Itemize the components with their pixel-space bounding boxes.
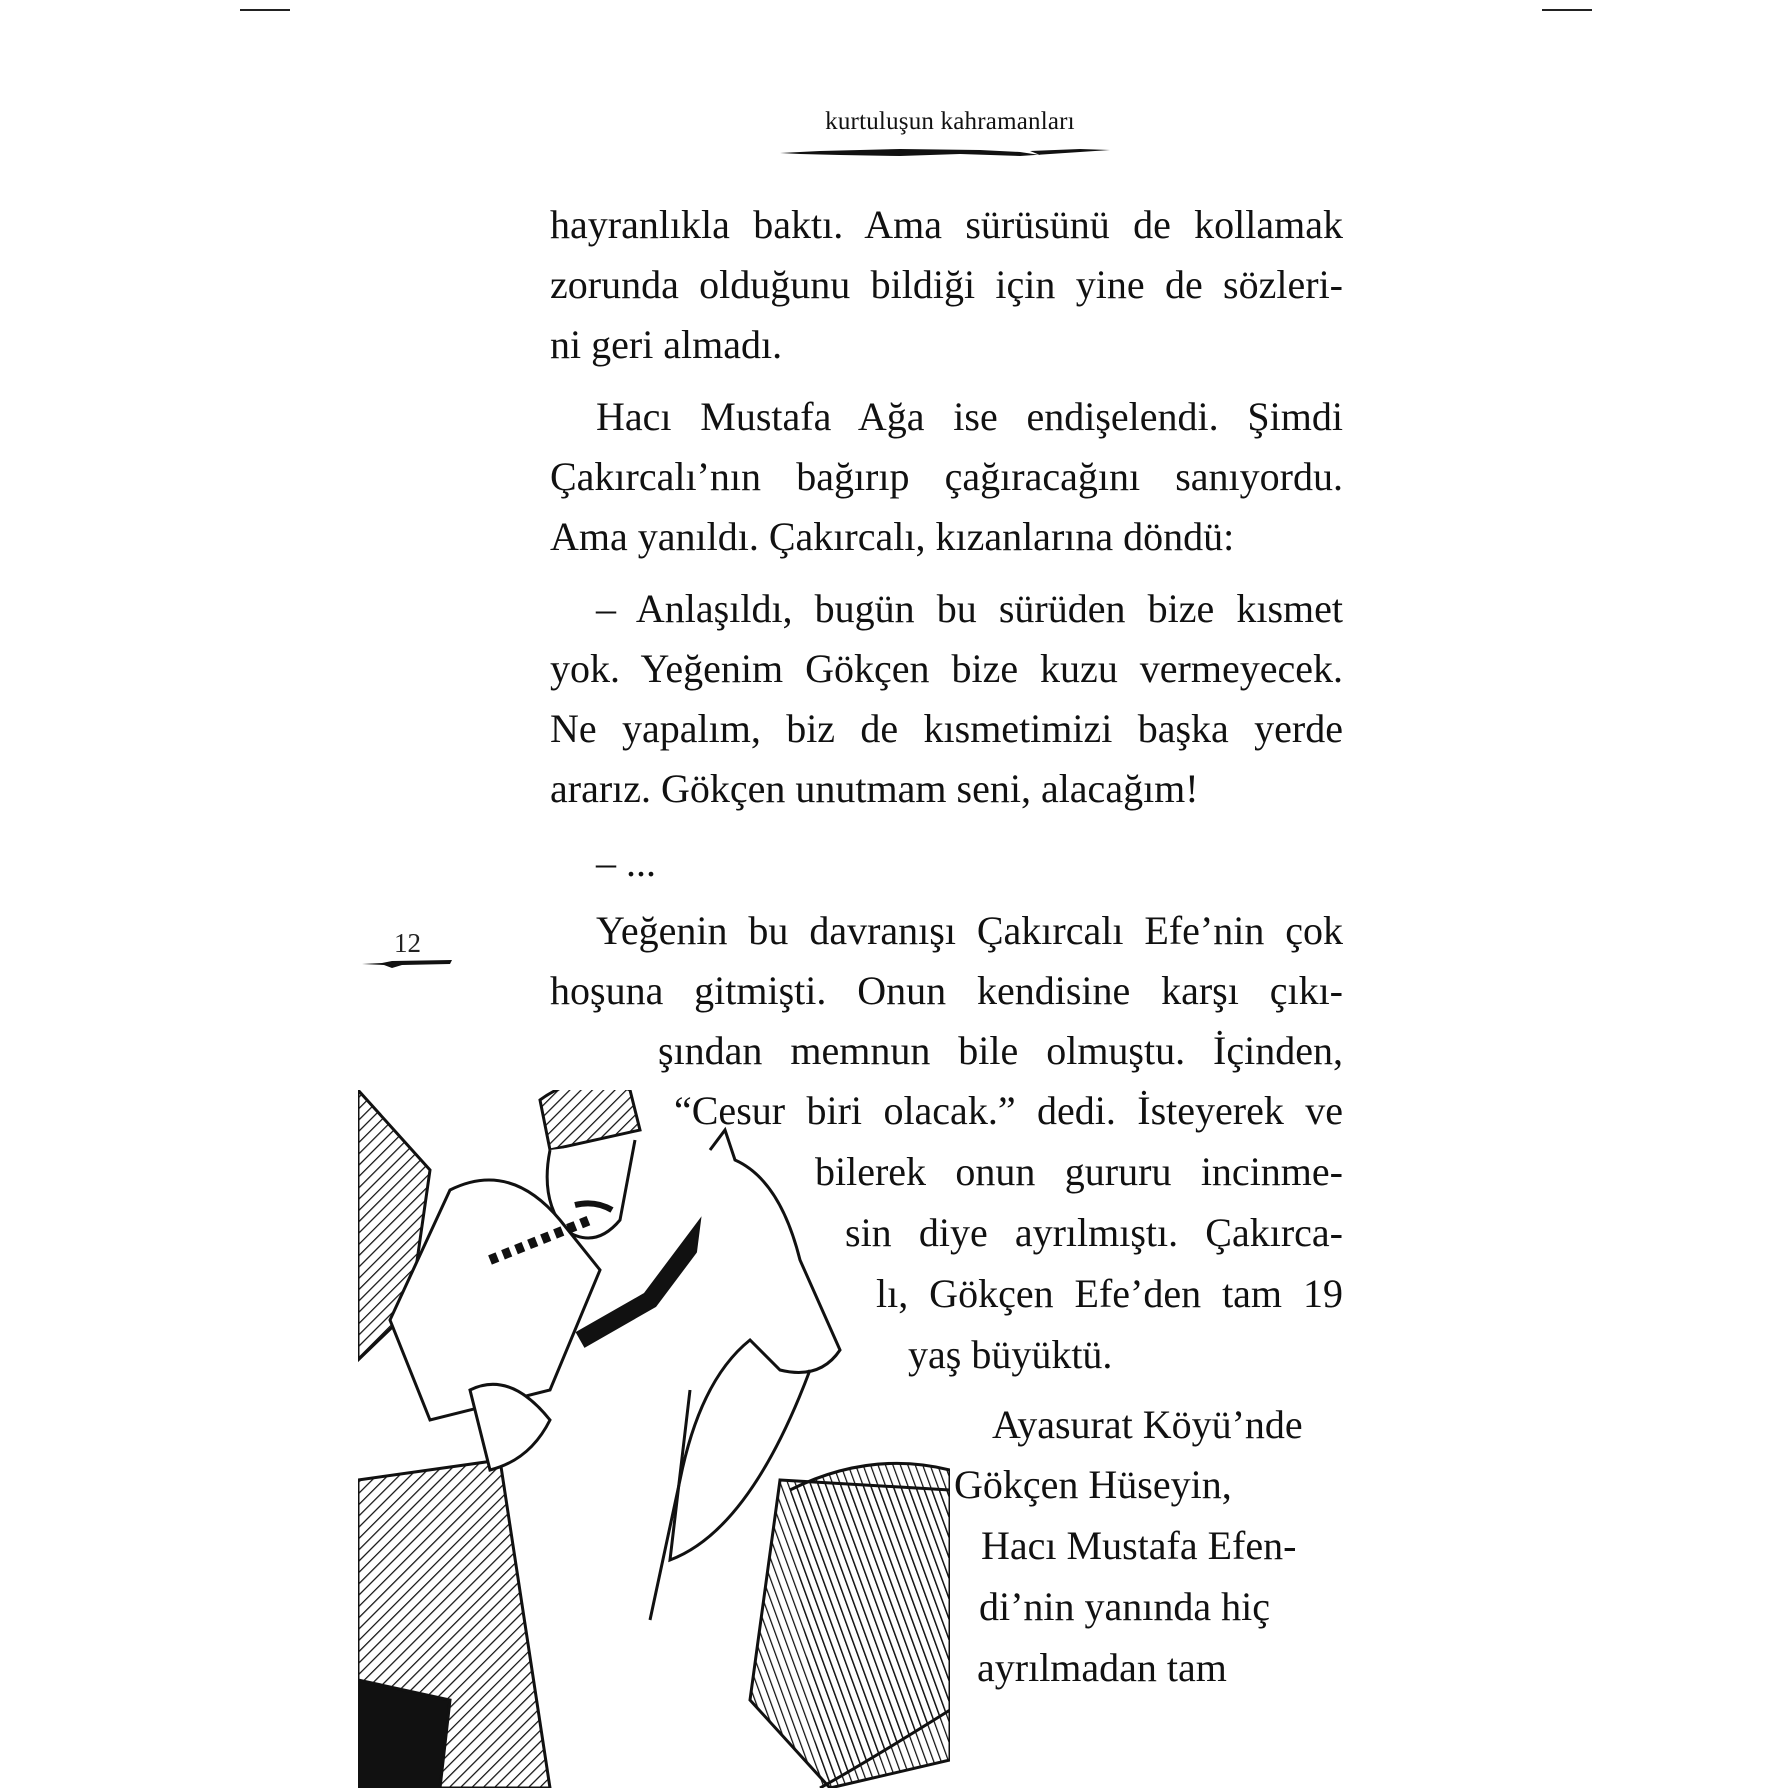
page-number: 12 <box>394 928 421 958</box>
text-line: Hacı Mustafa Ağa ise endişelendi. Şimdi <box>596 394 1343 439</box>
text-line: – Anlaşıldı, bugün bu sürüden bize kısmet <box>596 586 1343 631</box>
text-line: ni geri almadı. <box>550 322 783 367</box>
illustration-horseman <box>350 1060 950 1788</box>
text-line: Yeğenin bu davranışı Çakırcalı Efe’nin çok <box>596 908 1343 953</box>
text-line: – ... <box>596 840 656 885</box>
text-line: lı, Gökçen Efe’den tam 19 <box>876 1271 1343 1316</box>
text-line: ararız. Gökçen unutmam seni, alacağım! <box>550 766 1199 811</box>
text-line: yok. Yeğenim Gökçen bize kuzu vermeyecek. <box>550 646 1343 691</box>
text-line: Ne yapalım, biz de kısmetimizi başka yerde <box>550 706 1343 751</box>
text-line: bilerek onun gururu incinme- <box>815 1149 1343 1194</box>
text-line: ayrılmadan tam <box>977 1645 1227 1690</box>
text-line: Gökçen Hüseyin, <box>954 1462 1232 1507</box>
text-line: hayranlıkla baktı. Ama sürüsünü de kollamak <box>550 202 1343 247</box>
text-line: Hacı Mustafa Efen- <box>981 1523 1297 1568</box>
text-line: sin diye ayrılmıştı. Çakırca- <box>845 1210 1343 1255</box>
text-line: “Cesur biri olacak.” dedi. İsteyerek ve <box>674 1088 1343 1133</box>
text-line: Çakırcalı’nın bağırıp çağıracağını sanıyordu. <box>550 454 1343 499</box>
text-line: zorunda olduğunu bildiği için yine de sözleri- <box>550 262 1343 307</box>
text-line: Ama yanıldı. Çakırcalı, kızanlarına döndü: <box>550 514 1235 559</box>
text-line: Ayasurat Köyü’nde <box>992 1402 1303 1447</box>
running-head: kurtuluşun kahramanları <box>825 108 1075 135</box>
text-line: yaş büyüktü. <box>908 1332 1113 1377</box>
text-line: şından memnun bile olmuştu. İçinden, <box>658 1028 1343 1073</box>
text-line: hoşuna gitmişti. Onun kendisine karşı çıkı- <box>550 968 1343 1013</box>
crop-mark-right <box>1542 9 1592 11</box>
running-head-brush-ornament <box>780 146 1110 160</box>
crop-mark-left <box>240 9 290 11</box>
text-line: di’nin yanında hiç <box>979 1584 1271 1629</box>
page-number-brush-ornament <box>362 958 452 970</box>
